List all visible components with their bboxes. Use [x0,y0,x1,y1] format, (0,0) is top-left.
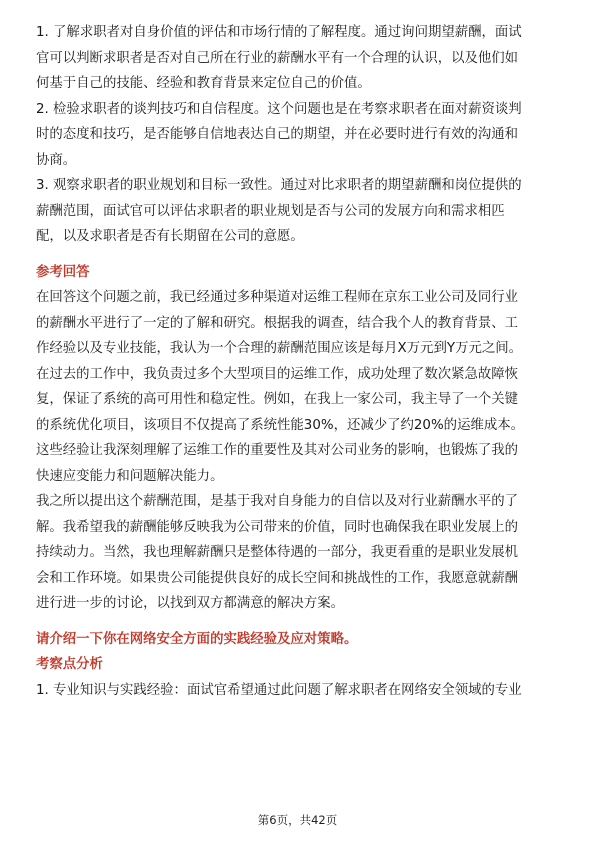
paragraph-line: 快速应变能力和问题解决能力。 [36,468,224,484]
paragraph-line: 协商。 [36,152,77,168]
paragraph-line: 配，以及求职者是否有长期留在公司的意愿。 [36,229,304,244]
paragraph-line: 复，保证了系统的高可用性和稳定性。例如，在我上一家公司，我主导了一个关键 [36,392,519,407]
paragraph-line: 持续动力。当然，我也理解薪酬只是整体待遇的一部分，我更看重的是职业发展机 [36,545,519,560]
paragraph-line: 进行进一步的讨论，以找到双方都满意的解决方案。 [36,596,344,611]
paragraph-line: 薪酬范围，面试官可以评估求职者的职业规划是否与公司的发展方向和需求相匹 [36,203,505,219]
paragraph-line: 2. 检验求职者的谈判技巧和自信程度。这个问题也是在考察求职者在面对薪资谈判 [36,101,522,117]
paragraph-line: 的薪酬水平进行了一定的了解和研究。根据我的调查，结合我个人的教育背景、工 [36,315,519,331]
paragraph-line: 1. 了解求职者对自身价值的评估和市场行情的了解程度。通过询问期望薪酬，面试 [36,25,522,40]
paragraph-line: 这些经验让我深刻理解了运维工作的重要性及其对公司业务的影响，也锻炼了我的 [36,443,519,458]
paragraph-line: 3. 观察求职者的职业规划和目标一致性。通过对比求职者的期望薪酬和岗位提供的 [36,178,522,193]
page-number: 第6页，共42页 [257,813,338,827]
section-reference-answer [36,260,559,617]
analysis-heading: 考察点分析 [36,657,103,672]
document-page [36,20,559,703]
paragraph-line: 会和工作环境。如果贵公司能提供良好的成长空间和挑战性的工作，我愿意就薪酬 [36,570,519,586]
paragraph-line: 我之所以提出这个薪酬范围，是基于我对自身能力的自信以及对行业薪酬水平的了 [36,494,519,509]
paragraph-line: 的系统优化项目，该项目不仅提高了系统性能30%，还减少了约20%的运维成本。 [36,417,525,433]
paragraph-line: 作经验以及专业技能，我认为一个合理的薪酬范围应该是每月X万元到Y万元之间。 [36,341,523,356]
paragraph-line: 官可以判断求职者是否对自己所在行业的薪酬水平有一个合理的认识，以及他们如 [36,50,519,66]
paragraph-line: 在回答这个问题之前，我已经通过多种渠道对运维工程师在京东工业公司及同行业 [36,290,519,305]
question-title: 请介绍一下你在网络安全方面的实践经验及应对策略。 [36,631,358,647]
reference-answer-heading: 参考回答 [36,264,90,280]
section-next-question [36,627,559,704]
paragraph-line: 解。我希望我的薪酬能够反映我为公司带来的价值，同时也确保我在职业发展上的 [36,519,519,535]
paragraph-line: 时的态度和技巧，是否能够自信地表达自己的期望，并在必要时进行有效的沟通和 [36,127,519,142]
section-points [36,20,559,250]
paragraph-line: 1. 专业知识与实践经验：面试官希望通过此问题了解求职者在网络安全领域的专业 [36,682,522,698]
paragraph-line: 在过去的工作中，我负责过多个大型项目的运维工作，成功处理了数次紧急故障恢 [36,366,519,382]
paragraph-line: 何基于自己的技能、经验和教育背景来定位自己的价值。 [36,76,371,91]
